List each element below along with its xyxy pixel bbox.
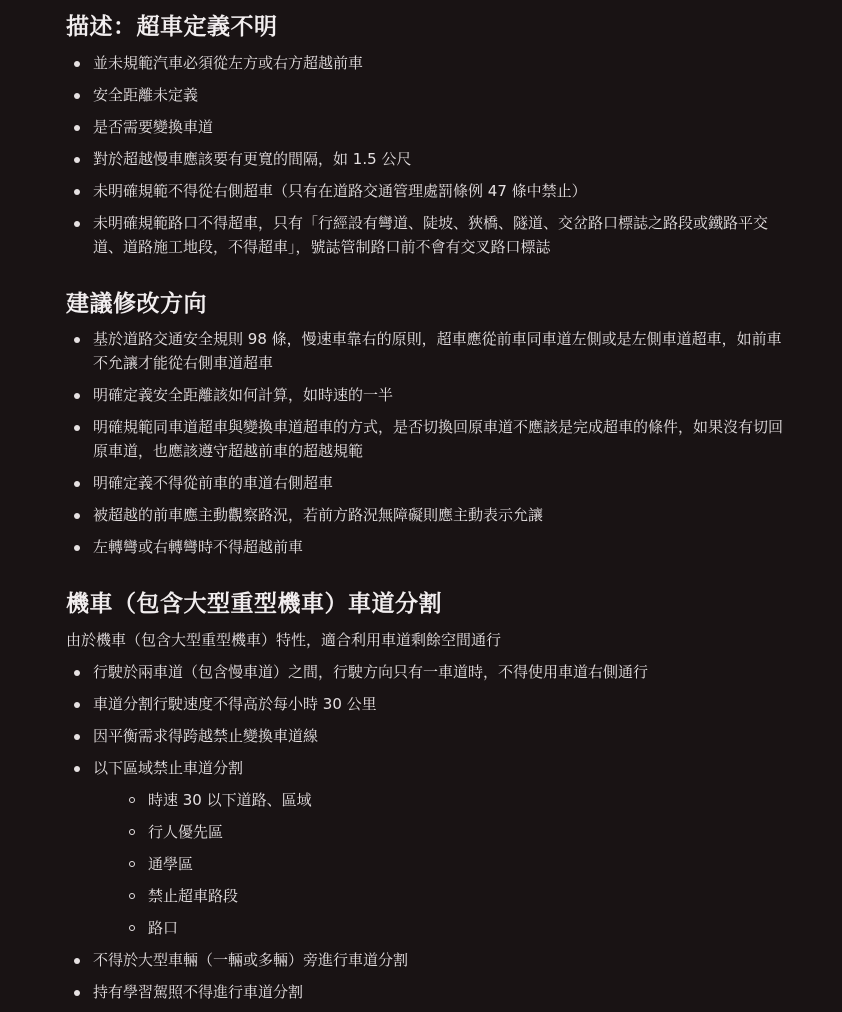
section-heading-lane-splitting: 機車（包含大型重型機車）車道分割 [66,591,442,617]
section-heading-suggested-changes: 建議修改方向 [66,291,207,317]
issue-list [66,51,786,267]
list-item-label: 以下區域禁止車道分割 [93,759,244,777]
list-item: 被超越的前車應主動觀察路況，若前方路況無障礙則應主動表示允讓 [66,503,786,527]
section-intro-paragraph: 由於機車（包含大型重型機車）特性，適合利用車道剩餘空間通行 [66,631,502,649]
list-item: 安全距離未定義 [66,83,786,107]
list-item: 未明確規範路口不得超車，只有「行經設有彎道、陡坡、狹橋、隧道、交岔路口標誌之路段或鐵路平交道、道路施工地段，不得超車」，號誌管制路口前不會有交叉路口標誌 [66,211,786,259]
list-item: 左轉彎或右轉彎時不得超越前車 [66,535,786,559]
list-item: 並未規範汽車必須從左方或右方超越前車 [66,51,786,75]
list-item: 車道分割行駛速度不得高於每小時 30 公里 [66,692,786,716]
sublist-item: 路口 [93,916,786,940]
list-item: 行駛於兩車道（包含慢車道）之間，行駛方向只有一車道時，不得使用車道右側通行 [66,660,786,684]
suggestion-list [66,327,786,567]
list-item: 不得於大型車輛（一輛或多輛）旁進行車道分割 [66,948,786,972]
list-item: 基於道路交通安全規則 98 條，慢速車靠右的原則，超車應從前車同車道左側或是左側車道超車，如前車不允讓才能從右側車道超車 [66,327,786,375]
list-item: 是否需要變換車道 [66,115,786,139]
list-item: 持有學習駕照不得進行車道分割 [66,980,786,1004]
sublist-item: 通學區 [93,852,786,876]
list-item-with-sublist [66,756,786,940]
list-item: 明確規範同車道超車與變換車道超車的方式，是否切換回原車道不應該是完成超車的條件，如果沒有切回原車道，也應該遵守超越前車的超越規範 [66,415,786,463]
list-item: 因平衡需求得跨越禁止變換車道線 [66,724,786,748]
lane-splitting-list [66,660,786,1012]
sublist-item: 行人優先區 [93,820,786,844]
prohibited-zones-sublist [93,788,786,940]
list-item: 對於超越慢車應該要有更寬的間隔，如 1.5 公尺 [66,147,786,171]
sublist-item: 時速 30 以下道路、區域 [93,788,786,812]
list-item: 明確定義安全距離該如何計算，如時速的一半 [66,383,786,407]
section-heading-overtaking-undefined: 描述：超車定義不明 [66,14,278,40]
sublist-item: 禁止超車路段 [93,884,786,908]
list-item: 未明確規範不得從右側超車（只有在道路交通管理處罰條例 47 條中禁止） [66,179,786,203]
list-item: 明確定義不得從前車的車道右側超車 [66,471,786,495]
